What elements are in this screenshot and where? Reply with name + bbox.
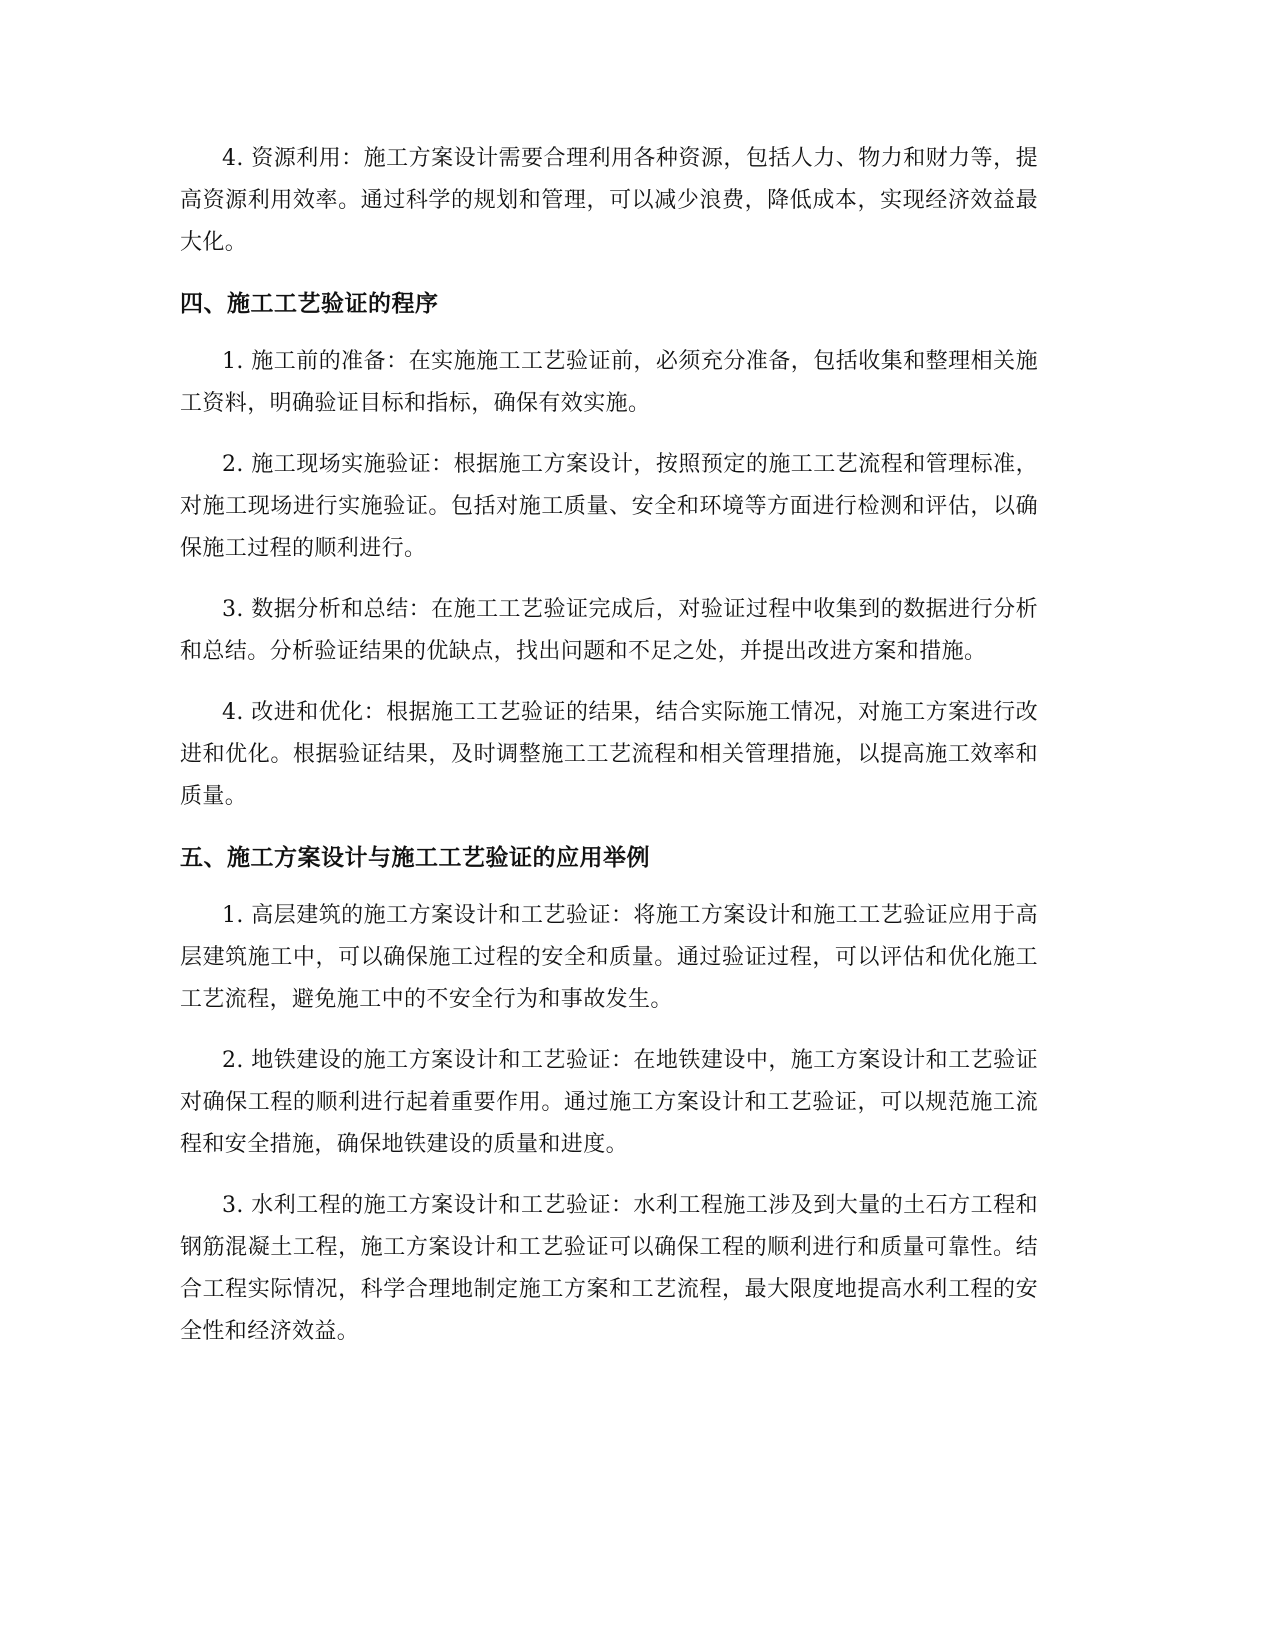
paragraph-subway-example: 2. 地铁建设的施工方案设计和工艺验证：在地铁建设中，施工方案设计和工艺验证对确保工程的顺利进行起着重要作用。通过施工方案设计和工艺验证，可以规范施工流程和安全措施，确保地铁建设的质量和进度。	[180, 1048, 1038, 1157]
paragraph-water-conservancy-example: 3. 水利工程的施工方案设计和工艺验证：水利工程施工涉及到大量的土石方工程和钢筋混凝土工程，施工方案设计和工艺验证可以确保工程的顺利进行和质量可靠性。结合工程实际情况，科学合理地制定施工方案和工艺流程，最大限度地提高水利工程的安全性和经济效益。	[180, 1193, 1038, 1344]
paragraph-resource-utilization: 4. 资源利用：施工方案设计需要合理利用各种资源，包括人力、物力和财力等，提高资源利用效率。通过科学的规划和管理，可以减少浪费，降低成本，实现经济效益最大化。	[180, 146, 1038, 255]
section-heading-verification-procedure: 四、施工工艺验证的程序	[180, 291, 439, 317]
paragraph-pre-construction-preparation: 1. 施工前的准备：在实施施工工艺验证前，必须充分准备，包括收集和整理相关施工资料，明确验证目标和指标，确保有效实施。	[180, 349, 1038, 416]
paragraph-improvement-optimization: 4. 改进和优化：根据施工工艺验证的结果，结合实际施工情况，对施工方案进行改进和优化。根据验证结果，及时调整施工工艺流程和相关管理措施，以提高施工效率和质量。	[180, 700, 1038, 809]
paragraph-onsite-verification: 2. 施工现场实施验证：根据施工方案设计，按照预定的施工工艺流程和管理标准，对施工现场进行实施验证。包括对施工质量、安全和环境等方面进行检测和评估，以确保施工过程的顺利进行。	[180, 452, 1038, 561]
section-heading-application-examples: 五、施工方案设计与施工工艺验证的应用举例	[180, 845, 650, 871]
document-page	[180, 138, 1038, 1372]
paragraph-data-analysis: 3. 数据分析和总结：在施工工艺验证完成后，对验证过程中收集到的数据进行分析和总结。分析验证结果的优缺点，找出问题和不足之处，并提出改进方案和措施。	[180, 597, 1038, 664]
paragraph-high-rise-example: 1. 高层建筑的施工方案设计和工艺验证：将施工方案设计和施工工艺验证应用于高层建筑施工中，可以确保施工过程的安全和质量。通过验证过程，可以评估和优化施工工艺流程，避免施工中的不安全行为和事故发生。	[180, 903, 1038, 1012]
